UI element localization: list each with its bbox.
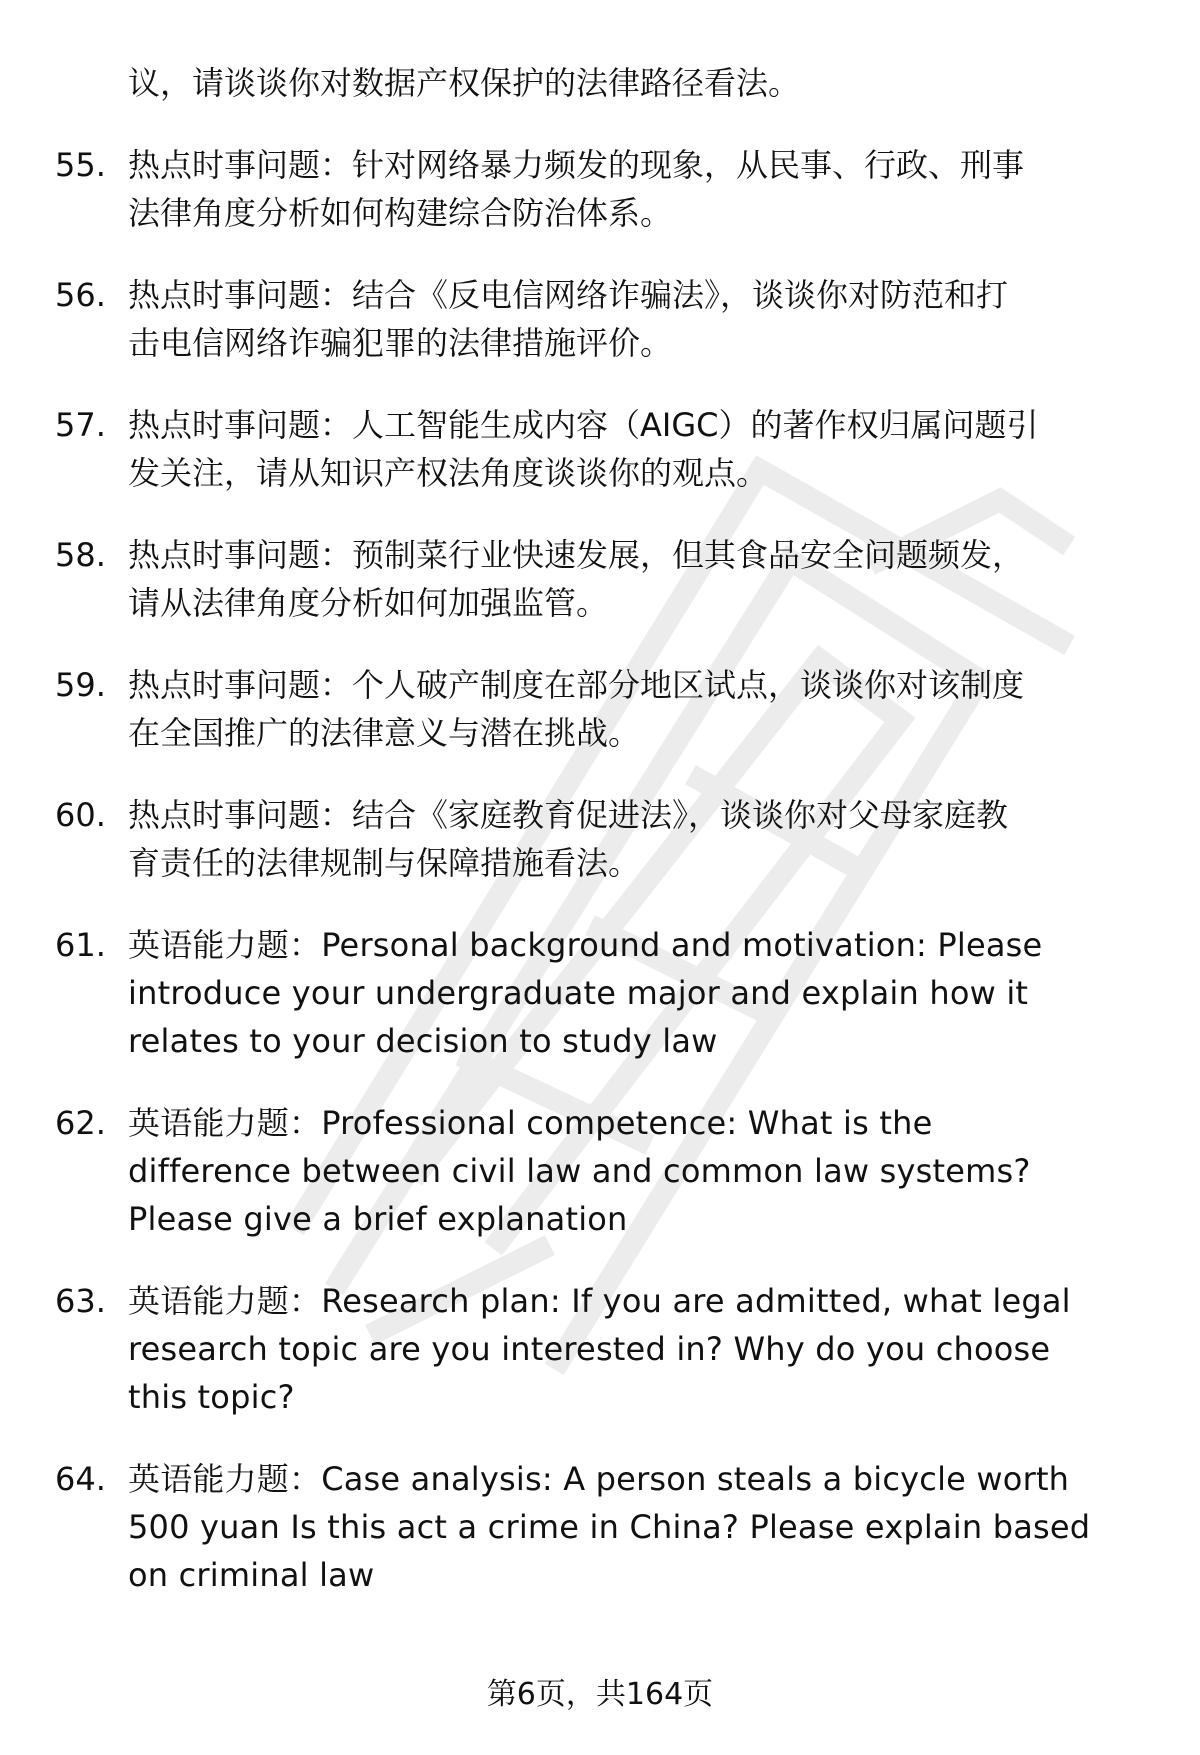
question-text-line: 英语能力题：Research plan: If you are admitted, what legal: [128, 1282, 1071, 1320]
question-number: 62.: [55, 1104, 106, 1142]
question-number: 60.: [55, 796, 106, 834]
continued-text-line: 议，请谈谈你对数据产权保护的法律路径看法。: [128, 64, 801, 102]
question-item-64: [0, 1455, 1200, 1599]
question-text-line: 热点时事问题：预制菜行业快速发展，但其食品安全问题频发，: [128, 536, 1025, 574]
question-item-57: [0, 401, 1200, 497]
question-number: 57.: [55, 406, 106, 444]
question-text-line: 英语能力题：Professional competence: What is the: [128, 1104, 933, 1142]
question-text-line: 英语能力题：Case analysis: A person steals a bicycle worth: [128, 1460, 1070, 1498]
question-item-63: [0, 1277, 1200, 1421]
question-text-line: 热点时事问题：针对网络暴力频发的现象，从民事、行政、刑事: [128, 146, 1025, 184]
question-text-line: 育责任的法律规制与保障措施看法。: [128, 844, 641, 882]
question-text-line: 击电信网络诈骗犯罪的法律措施评价。: [128, 324, 673, 362]
question-number: 64.: [55, 1460, 106, 1498]
question-text-line: 发关注，请从知识产权法角度谈谈你的观点。: [128, 454, 769, 492]
question-number: 63.: [55, 1282, 106, 1320]
question-item-61: [0, 921, 1200, 1065]
question-number: 56.: [55, 276, 106, 314]
question-item-56: [0, 271, 1200, 367]
question-number: 55.: [55, 146, 106, 184]
question-text-line: 法律角度分析如何构建综合防治体系。: [128, 194, 673, 232]
question-text-line: 在全国推广的法律意义与潜在挑战。: [128, 714, 641, 752]
question-text-line: this topic?: [128, 1378, 295, 1416]
document-content: [0, 59, 1200, 1599]
page-number-footer: 第6页，共164页: [486, 1677, 714, 1712]
question-text-line: 热点时事问题：人工智能生成内容（AIGC）的著作权归属问题引: [128, 406, 1039, 444]
question-text-line: relates to your decision to study law: [128, 1022, 718, 1060]
question-text-line: 英语能力题：Personal background and motivation: Please: [128, 926, 1043, 964]
question-text-line: difference between civil law and common law systems?: [128, 1152, 1031, 1190]
question-text-line: 500 yuan Is this act a crime in China? Please explain based: [128, 1508, 1091, 1546]
question-text-line: 热点时事问题：结合《反电信网络诈骗法》，谈谈你对防范和打: [128, 276, 1009, 314]
question-number: 58.: [55, 536, 106, 574]
question-number: 59.: [55, 666, 106, 704]
question-item-60: [0, 791, 1200, 887]
question-text-line: Please give a brief explanation: [128, 1200, 628, 1238]
question-text-line: 热点时事问题：结合《家庭教育促进法》，谈谈你对父母家庭教: [128, 796, 1009, 834]
question-item-59: [0, 661, 1200, 757]
question-item-62: [0, 1099, 1200, 1243]
question-item-55: [0, 141, 1200, 237]
question-text-line: 请从法律角度分析如何加强监管。: [128, 584, 609, 622]
question-text-line: introduce your undergraduate major and explain how it: [128, 974, 1029, 1012]
question-item-58: [0, 531, 1200, 627]
question-text-line: research topic are you interested in? Why do you choose: [128, 1330, 1051, 1368]
question-text-line: on criminal law: [128, 1556, 375, 1594]
question-text-line: 热点时事问题：个人破产制度在部分地区试点，谈谈你对该制度: [128, 666, 1025, 704]
question-number: 61.: [55, 926, 106, 964]
